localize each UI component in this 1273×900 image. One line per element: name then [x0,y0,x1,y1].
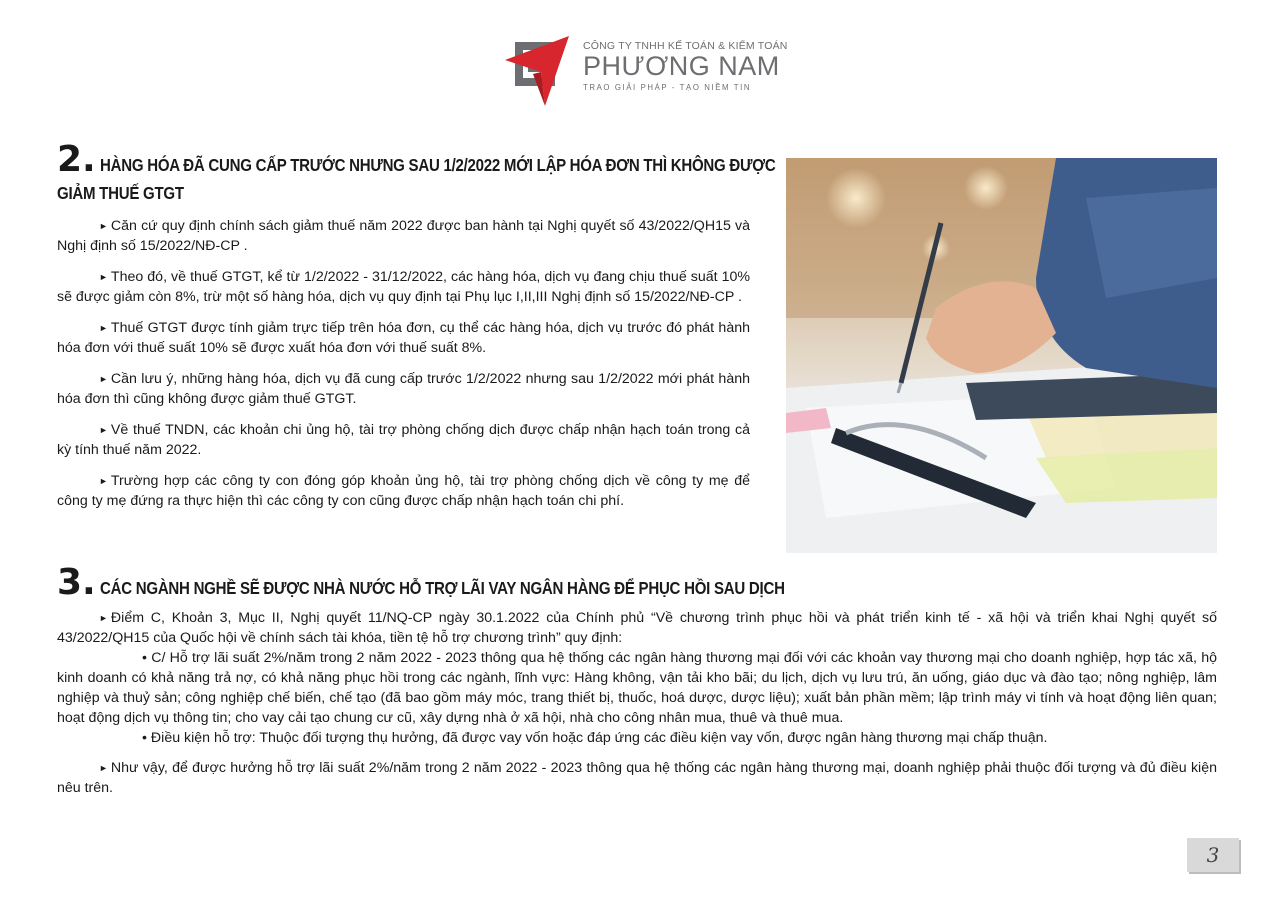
bullet-arrow-icon: ► [99,476,108,486]
bullet-arrow-icon: ► [99,272,108,282]
accounting-photo [786,158,1217,553]
logo-mark-icon [505,34,575,108]
section2-number: 2. [57,139,96,180]
logo-company-text: CÔNG TY TNHH KẾ TOÁN & KIỂM TOÁN [583,40,788,52]
paragraph: ► Thuế GTGT được tính giảm trực tiếp trên hóa đơn, cụ thể các hàng hóa, dịch vụ trước đó phát hành hóa đơn với thuế suất 10% sẽ được xuất hóa đơn với thuế suất 8%. [57,320,750,356]
paragraph: ► Như vậy, để được hưởng hỗ trợ lãi suất 2%/năm trong 2 năm 2022 - 2023 thông qua hệ thống các ngân hàng thương mại, doanh nghiệp phải thuộc đối tượng và đủ điều kiện nêu trên. [57,760,1217,796]
company-logo [505,34,788,108]
section3-body [57,608,1217,798]
paragraph: ► Cần lưu ý, những hàng hóa, dịch vụ đã cung cấp trước 1/2/2022 nhưng sau 1/2/2022 mới phát hành hóa đơn thì cũng không được giảm thuế GTGT. [57,371,750,407]
paragraph: ► Theo đó, về thuế GTGT, kể từ 1/2/2022 - 31/12/2022, các hàng hóa, dịch vụ đang chịu thuế suất 10% sẽ được giảm còn 8%, trừ một số hàng hóa, dịch vụ quy định tại Phụ lục I,II,III Nghị định số 15/2022/NĐ-CP . [57,269,750,305]
section3-heading [57,562,937,603]
logo-slogan-text: TRAO GIẢI PHÁP - TẠO NIỀM TIN [583,83,752,92]
paragraph: ► Trường hợp các công ty con đóng góp khoản ủng hộ, tài trợ phòng chống dịch về công ty mẹ để công ty mẹ đứng ra thực hiện thì các công ty con cũng được chấp nhận hạch toán chi phí. [57,473,750,509]
section2-title-line1: HÀNG HÓA ĐÃ CUNG CẤP TRƯỚC NHƯNG SAU 1/2/2022 MỚI LẬP HÓA ĐƠN THÌ KHÔNG ĐƯỢC [100,155,776,175]
page-number: 3 [1187,838,1239,872]
bullet-arrow-icon: ► [99,323,108,333]
bullet-arrow-icon: ► [99,221,108,231]
logo-name-text: PHƯƠNG NAM [583,51,780,81]
section3-number: 3. [57,562,96,603]
paragraph: ► Về thuế TNDN, các khoản chi ủng hộ, tài trợ phòng chống dịch được chấp nhận hạch toán trong cả kỳ tính thuế năm 2022. [57,422,750,458]
section2-heading [57,139,857,208]
bullet-arrow-icon: ► [99,613,108,623]
paragraph: • Điều kiện hỗ trợ: Thuộc đối tượng thụ hưởng, đã được vay vốn hoặc đáp ứng các điều kiện vay vốn, được ngân hàng thương mại chấp thuận. [142,730,1048,746]
paragraph: ► Điểm C, Khoản 3, Mục II, Nghị quyết 11/NQ-CP ngày 30.1.2022 của Chính phủ “Về chương trình phục hồi và phát triển kinh tế - xã hội và triển khai Nghị quyết số 43/2022/QH15 của Quốc hội về chính sách tài khóa, tiền tệ hỗ trợ chương trình” quy định: [57,610,1217,646]
bullet-arrow-icon: ► [99,374,108,384]
paragraph: • C/ Hỗ trợ lãi suất 2%/năm trong 2 năm 2022 - 2023 thông qua hệ thống các ngân hàng thương mại đối với các khoản vay thương mại cho doanh nghiệp, hợp tác xã, hộ kinh doanh có khả năng trả nợ, có khả năng phục hồi trong các ngành, lĩnh vực: Hàng không, vận tải kho bãi; du lịch, dịch vụ lưu trú, ăn uống, giáo dục và đào tạo; nông nghiệp, lâm nghiệp và thuỷ sản; công nghiệp chế biến, chế tạo (đã bao gồm máy móc, trang thiết bị, thuốc, hoá dược, dược liệu); xuất bản phần mềm; lập trình máy vi tính và hoạt động liên quan; hoạt động dịch vụ thông tin; cho vay cải tạo chung cư cũ, xây dựng nhà ở xã hội, nhà cho công nhân mua, thuê và thuê mua. [57,650,1217,726]
photo-illustration [786,158,1217,553]
bullet-arrow-icon: ► [99,763,108,773]
paragraph: ► Căn cứ quy định chính sách giảm thuế năm 2022 được ban hành tại Nghị quyết số 43/2022/QH15 và Nghị định số 15/2022/NĐ-CP . [57,218,750,254]
section2-body [57,216,750,522]
bullet-dot-icon: • [142,650,147,666]
section2-title-line2: GIẢM THUẾ GTGT [57,183,184,203]
section3-title: CÁC NGÀNH NGHỀ SẼ ĐƯỢC NHÀ NƯỚC HỖ TRỢ LÃI VAY NGÂN HÀNG ĐỂ PHỤC HỒI SAU DỊCH [100,578,785,598]
bullet-dot-icon: • [142,730,147,746]
bullet-arrow-icon: ► [99,425,108,435]
